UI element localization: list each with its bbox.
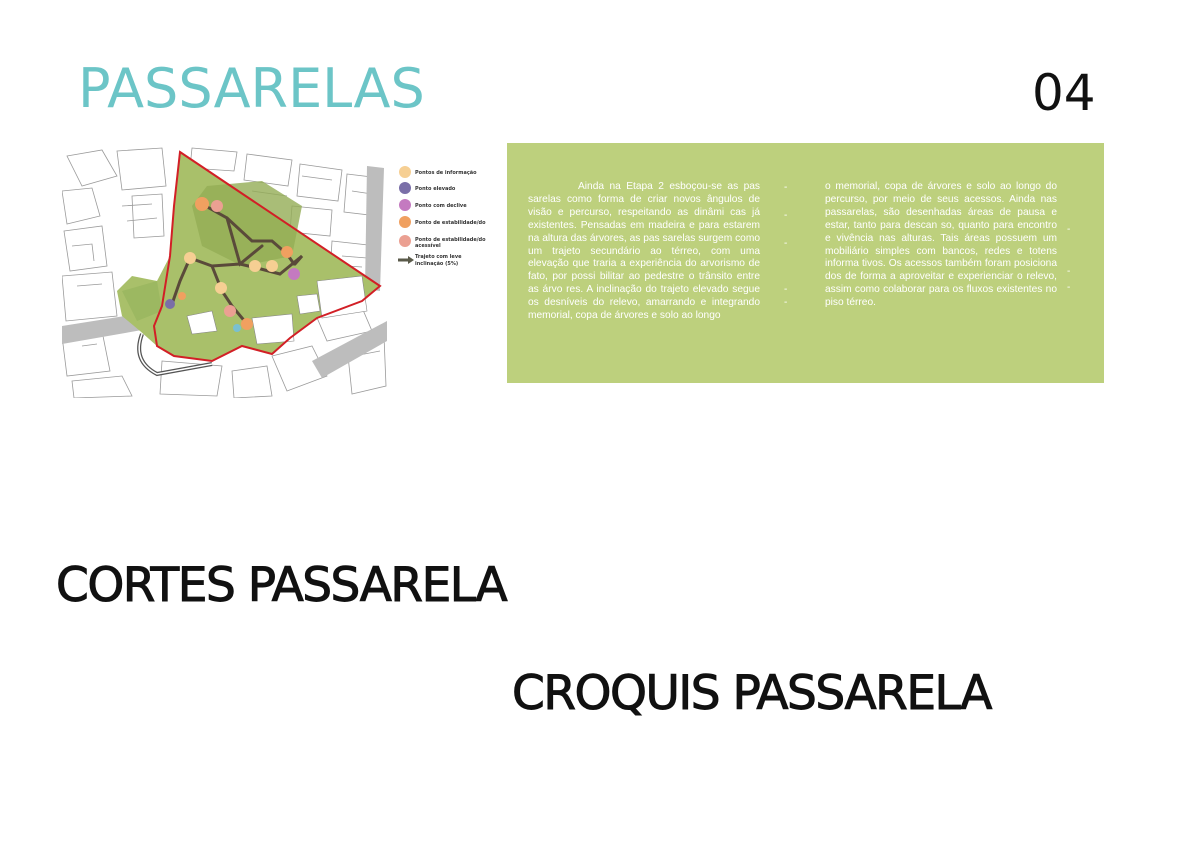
svg-text:acessível: acessível xyxy=(415,243,441,249)
site-plan-map xyxy=(62,146,502,398)
description-column-1: Ainda na Etapa 2 esboçou-se as pas sarelas como forma de criar novos ângulos de visão e percurso, respeitando as dinâmi cas já existentes. Pensadas em madeira e para estarem na altura das árvores, as pas sarelas surgem como um trajeto secundário ao térreo, com uma elevação que traria a experiência do arvorismo de fato, por possi bilitar ao pedestre o trânsito entre as árvo res. A inclinação do trajeto elevado segue os desníveis do relevo, amarrando e integrando memorial, copa de árvores e solo ao longo xyxy=(528,181,760,322)
dash-marker: - xyxy=(784,238,788,249)
map-legend xyxy=(398,166,486,267)
svg-text:Ponto com declive: Ponto com declive xyxy=(415,203,467,209)
section-heading-croquis: CROQUIS PASSARELA xyxy=(512,666,991,721)
dash-marker: - xyxy=(784,284,788,295)
svg-text:Trajeto com leve: Trajeto com leve xyxy=(415,254,462,260)
dash-marker: - xyxy=(1067,282,1071,293)
svg-text:Ponto elevado: Ponto elevado xyxy=(415,186,456,192)
page-number: 04 xyxy=(1032,64,1096,122)
svg-text:inclinação (5%): inclinação (5%) xyxy=(415,261,459,267)
dash-marker: - xyxy=(1067,266,1071,277)
dash-marker: - xyxy=(784,210,788,221)
site-plan-drawing xyxy=(62,146,502,398)
dash-marker: - xyxy=(1067,224,1071,235)
svg-text:Pontos de informação: Pontos de informação xyxy=(415,170,477,176)
svg-text:Ponto de estabilidade/do: Ponto de estabilidade/do xyxy=(415,237,486,243)
description-column-2: o memorial, copa de árvores e solo ao longo do percurso, por meio de seus acessos. Ainda nas passarelas, são desenhadas áreas de pausa e estar, tanto para descan so, quanto para encontro e vivência nas alturas. Tais áreas possuem um mobiliário simples com bancos, redes e totens informa tivos. Os acessos também foram posiciona dos de forma a aproveitar e experienciar o relevo, assim como colaborar para os fluxos existentes no piso térreo. xyxy=(825,181,1057,309)
page-title: PASSARELAS xyxy=(78,57,425,120)
dash-marker: - xyxy=(784,182,788,193)
svg-text:Ponto de estabilidade/do: Ponto de estabilidade/do xyxy=(415,220,486,226)
description-panel xyxy=(507,143,1104,383)
section-heading-cortes: CORTES PASSARELA xyxy=(56,558,507,613)
dash-marker: - xyxy=(784,297,788,308)
